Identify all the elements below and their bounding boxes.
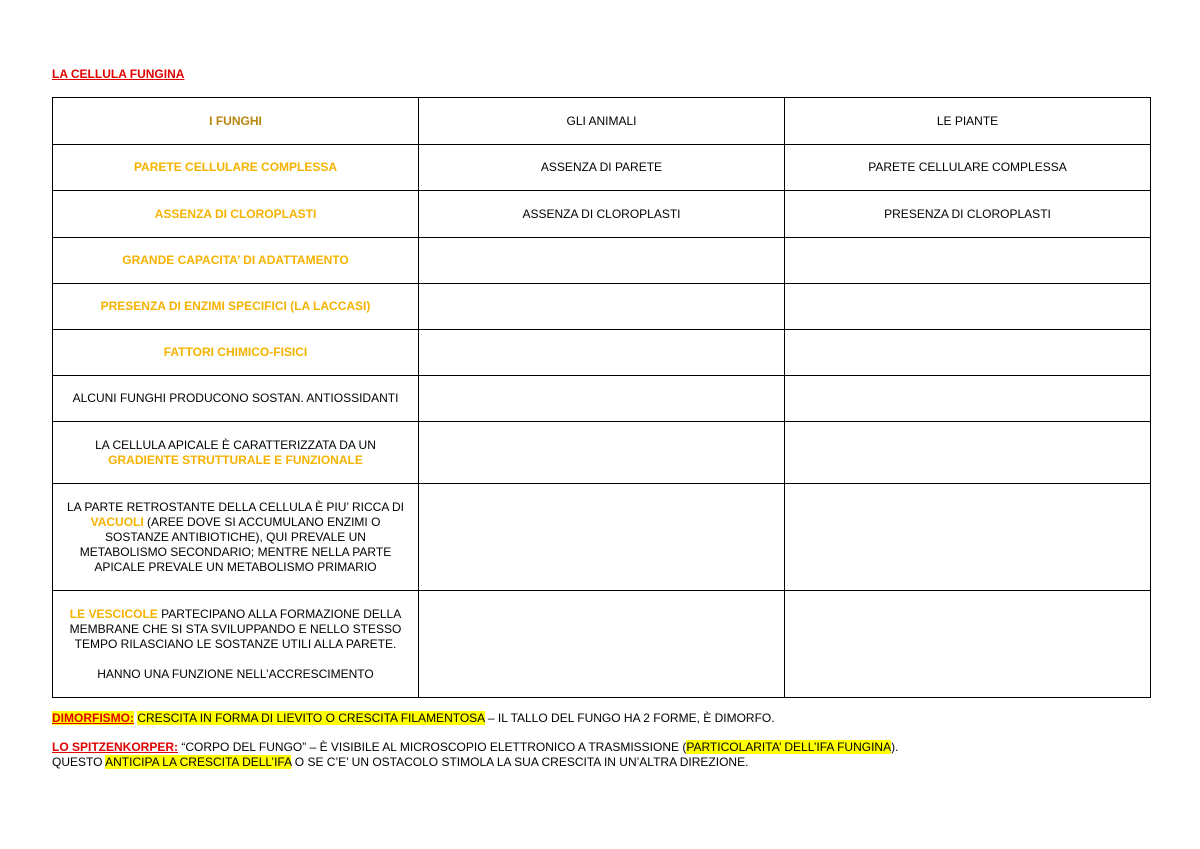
header-fungi: I FUNGHI (53, 98, 419, 145)
cell-fungi: ASSENZA DI CLOROPLASTI (53, 191, 419, 238)
notes-section (52, 711, 1152, 770)
vacuoles-post: (AREE DOVE SI ACCUMULANO ENZIMI O SOSTANZE ANTIBIOTICHE), QUI PREVALE UN METABOLISMO SECONDARIO; MENTRE NELLA PARTE APICALE PREVALE UN METABOLISMO PRIMARIO (79, 514, 392, 574)
vesicles-highlight: LE VESCICOLE (69, 606, 158, 621)
cell-plants (785, 484, 1151, 591)
vacuoles-highlight: VACUOLI (90, 514, 144, 529)
table-row (53, 376, 1151, 422)
table-row (53, 238, 1151, 284)
apical-highlight: GRADIENTE STRUTTURALE E FUNZIONALE (108, 452, 363, 467)
table-row (53, 284, 1151, 330)
spitzenkorper-line2-pre: QUESTO (52, 755, 103, 769)
cell-fungi: PRESENZA DI ENZIMI SPECIFICI (LA LACCASI) (53, 284, 419, 330)
cell-animals (419, 284, 785, 330)
note-dimorfismo (52, 711, 1152, 726)
vacuoles-pre: LA PARTE RETROSTANTE DELLA CELLULA È PIU’ RICCA DI (67, 499, 404, 514)
cell-animals (419, 591, 785, 698)
dimorfismo-colon: : (130, 711, 134, 725)
cell-animals (419, 238, 785, 284)
cell-animals (419, 330, 785, 376)
table-row (53, 330, 1151, 376)
cell-plants (785, 238, 1151, 284)
cell-fungi-apical (53, 422, 419, 484)
cell-plants (785, 330, 1151, 376)
cell-animals: ASSENZA DI PARETE (419, 145, 785, 191)
cell-plants (785, 422, 1151, 484)
cell-fungi: ALCUNI FUNGHI PRODUCONO SOSTAN. ANTIOSSIDANTI (53, 376, 419, 422)
cell-plants (785, 591, 1151, 698)
cell-fungi: PARETE CELLULARE COMPLESSA (53, 145, 419, 191)
cell-animals (419, 422, 785, 484)
spitzenkorper-text2: ). (891, 740, 899, 754)
header-animals: GLI ANIMALI (419, 98, 785, 145)
spitzenkorper-term: LO SPITZENKORPER (52, 740, 175, 754)
spitzenkorper-highlight1: PARTICOLARITA’ DELL’IFA FUNGINA (686, 740, 892, 754)
spitzenkorper-colon: : (174, 740, 179, 754)
cell-plants: PRESENZA DI CLOROPLASTI (785, 191, 1151, 238)
table-row (53, 422, 1151, 484)
cell-plants (785, 376, 1151, 422)
cell-fungi: GRANDE CAPACITA’ DI ADATTAMENTO (53, 238, 419, 284)
cell-animals (419, 376, 785, 422)
cell-plants: PARETE CELLULARE COMPLESSA (785, 145, 1151, 191)
document-title: LA CELLULA FUNGINA (52, 67, 185, 81)
table-header-row (53, 98, 1151, 145)
spitzenkorper-highlight2: ANTICIPA LA CRESCITA DELL’IFA (105, 755, 292, 769)
dimorfismo-term: DIMORFISMO (52, 711, 130, 725)
dimorfismo-highlight: CRESCITA IN FORMA DI LIEVITO O CRESCITA FILAMENTOSA (137, 711, 485, 725)
note-spitzenkorper (52, 740, 1152, 770)
table-row (53, 191, 1151, 238)
spitzenkorper-text1: “CORPO DEL FUNGO” – È VISIBILE AL MICROSCOPIO ELETTRONICO A TRASMISSIONE ( (181, 740, 687, 754)
table-row (53, 484, 1151, 591)
cell-fungi-vacuoles (53, 484, 419, 591)
cell-animals: ASSENZA DI CLOROPLASTI (419, 191, 785, 238)
header-plants: LE PIANTE (785, 98, 1151, 145)
vesicles-extra: HANNO UNA FUNZIONE NELL’ACCRESCIMENTO (97, 666, 374, 681)
dimorfismo-rest: – IL TALLO DEL FUNGO HA 2 FORME, È DIMORFO. (487, 711, 775, 725)
cell-fungi: FATTORI CHIMICO-FISICI (53, 330, 419, 376)
cell-fungi-vesicles (53, 591, 419, 698)
comparison-table (52, 97, 1151, 698)
apical-text: LA CELLULA APICALE È CARATTERIZZATA DA UN (95, 437, 376, 452)
spitzenkorper-line2-post: O SE C’E’ UN OSTACOLO STIMOLA LA SUA CRESCITA IN UN’ALTRA DIREZIONE. (294, 755, 749, 769)
table-row (53, 145, 1151, 191)
table-row (53, 591, 1151, 698)
vesicles-post: PARTECIPANO ALLA FORMAZIONE DELLA MEMBRANE CHE SI STA SVILUPPANDO E NELLO STESSO TEMPO RILASCIANO LE SOSTANZE UTILI ALLA PARETE. (69, 606, 402, 651)
cell-animals (419, 484, 785, 591)
cell-plants (785, 284, 1151, 330)
